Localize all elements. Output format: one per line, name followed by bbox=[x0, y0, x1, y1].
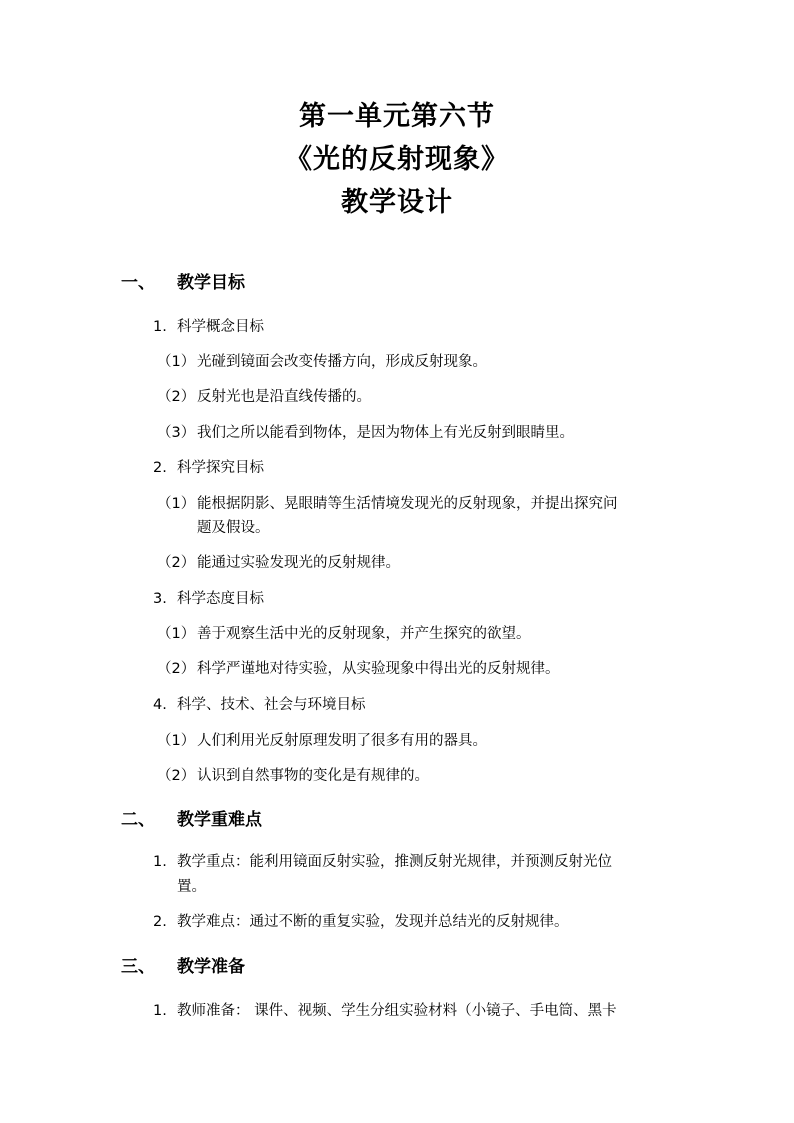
list-item bbox=[153, 852, 612, 872]
sub-item bbox=[157, 352, 487, 372]
item-number: 1. bbox=[153, 319, 167, 335]
section-title: 教学准备 bbox=[177, 957, 245, 977]
sub-item bbox=[157, 423, 574, 443]
sub-item-text: 反射光也是沿直线传播的。 bbox=[197, 389, 371, 405]
item-text: 教学重点：能利用镜面反射实验，推测反射光规律，并预测反射光位 bbox=[177, 854, 612, 870]
list-item bbox=[153, 589, 264, 609]
section-number: 三、 bbox=[121, 957, 155, 977]
section-number: 一、 bbox=[121, 273, 155, 293]
item-number: 2. bbox=[153, 914, 167, 930]
sub-item-number: （1） bbox=[157, 354, 196, 370]
list-item bbox=[153, 1001, 617, 1021]
item-number: 1. bbox=[153, 854, 167, 870]
sub-item-number: （3） bbox=[157, 425, 196, 441]
item-text: 科学概念目标 bbox=[177, 319, 264, 335]
list-item bbox=[153, 912, 569, 932]
sub-item bbox=[157, 766, 429, 786]
sub-item-number: （1） bbox=[157, 496, 196, 512]
title-line-1: 第一单元第六节 bbox=[299, 101, 495, 132]
item-continuation: 置。 bbox=[177, 879, 206, 895]
list-item bbox=[153, 317, 264, 337]
list-item bbox=[153, 695, 366, 715]
section-title: 教学重难点 bbox=[177, 810, 262, 830]
item-number: 1. bbox=[153, 1003, 167, 1019]
sub-item-text: 认识到自然事物的变化是有规律的。 bbox=[197, 768, 429, 784]
item-text: 教师准备： 课件、视频、学生分组实验材料（小镜子、手电筒、黑卡 bbox=[177, 1003, 617, 1019]
sub-item-text: 善于观察生活中光的反射现象，并产生探究的欲望。 bbox=[197, 626, 531, 642]
sub-item-number: （2） bbox=[157, 661, 196, 677]
sub-item bbox=[157, 553, 400, 573]
sub-item-continuation: 题及假设。 bbox=[197, 520, 270, 536]
sub-item-number: （1） bbox=[157, 733, 196, 749]
sub-item bbox=[157, 731, 487, 751]
section-number: 二、 bbox=[121, 810, 155, 830]
section-title: 教学目标 bbox=[177, 273, 245, 293]
section-heading bbox=[121, 808, 262, 832]
title-line-2: 《光的反射现象》 bbox=[285, 144, 509, 175]
section-heading bbox=[121, 955, 245, 979]
section-heading bbox=[121, 271, 245, 295]
sub-item-text: 能根据阴影、晃眼睛等生活情境发现光的反射现象，并提出探究问 bbox=[197, 496, 618, 512]
sub-item-number: （2） bbox=[157, 389, 196, 405]
item-number: 3. bbox=[153, 591, 167, 607]
title-line-3: 教学设计 bbox=[341, 187, 453, 218]
sub-item-number: （2） bbox=[157, 768, 196, 784]
sub-item bbox=[157, 494, 618, 514]
item-number: 2. bbox=[153, 460, 167, 476]
sub-item bbox=[157, 387, 371, 407]
sub-item-text: 人们利用光反射原理发明了很多有用的器具。 bbox=[197, 733, 487, 749]
sub-item-number: （2） bbox=[157, 555, 196, 571]
sub-item-text: 我们之所以能看到物体，是因为物体上有光反射到眼睛里。 bbox=[197, 425, 574, 441]
sub-item-number: （1） bbox=[157, 626, 196, 642]
sub-item-text: 科学严谨地对待实验，从实验现象中得出光的反射规律。 bbox=[197, 661, 560, 677]
sub-item-text: 能通过实验发现光的反射规律。 bbox=[197, 555, 400, 571]
sub-item-text: 光碰到镜面会改变传播方向，形成反射现象。 bbox=[197, 354, 487, 370]
item-text: 科学、技术、社会与环境目标 bbox=[177, 697, 366, 713]
item-text: 科学探究目标 bbox=[177, 460, 264, 476]
item-text: 科学态度目标 bbox=[177, 591, 264, 607]
list-item bbox=[153, 458, 264, 478]
item-number: 4. bbox=[153, 697, 167, 713]
sub-item bbox=[157, 624, 531, 644]
item-text: 教学难点：通过不断的重复实验，发现并总结光的反射规律。 bbox=[177, 914, 569, 930]
sub-item bbox=[157, 659, 560, 679]
